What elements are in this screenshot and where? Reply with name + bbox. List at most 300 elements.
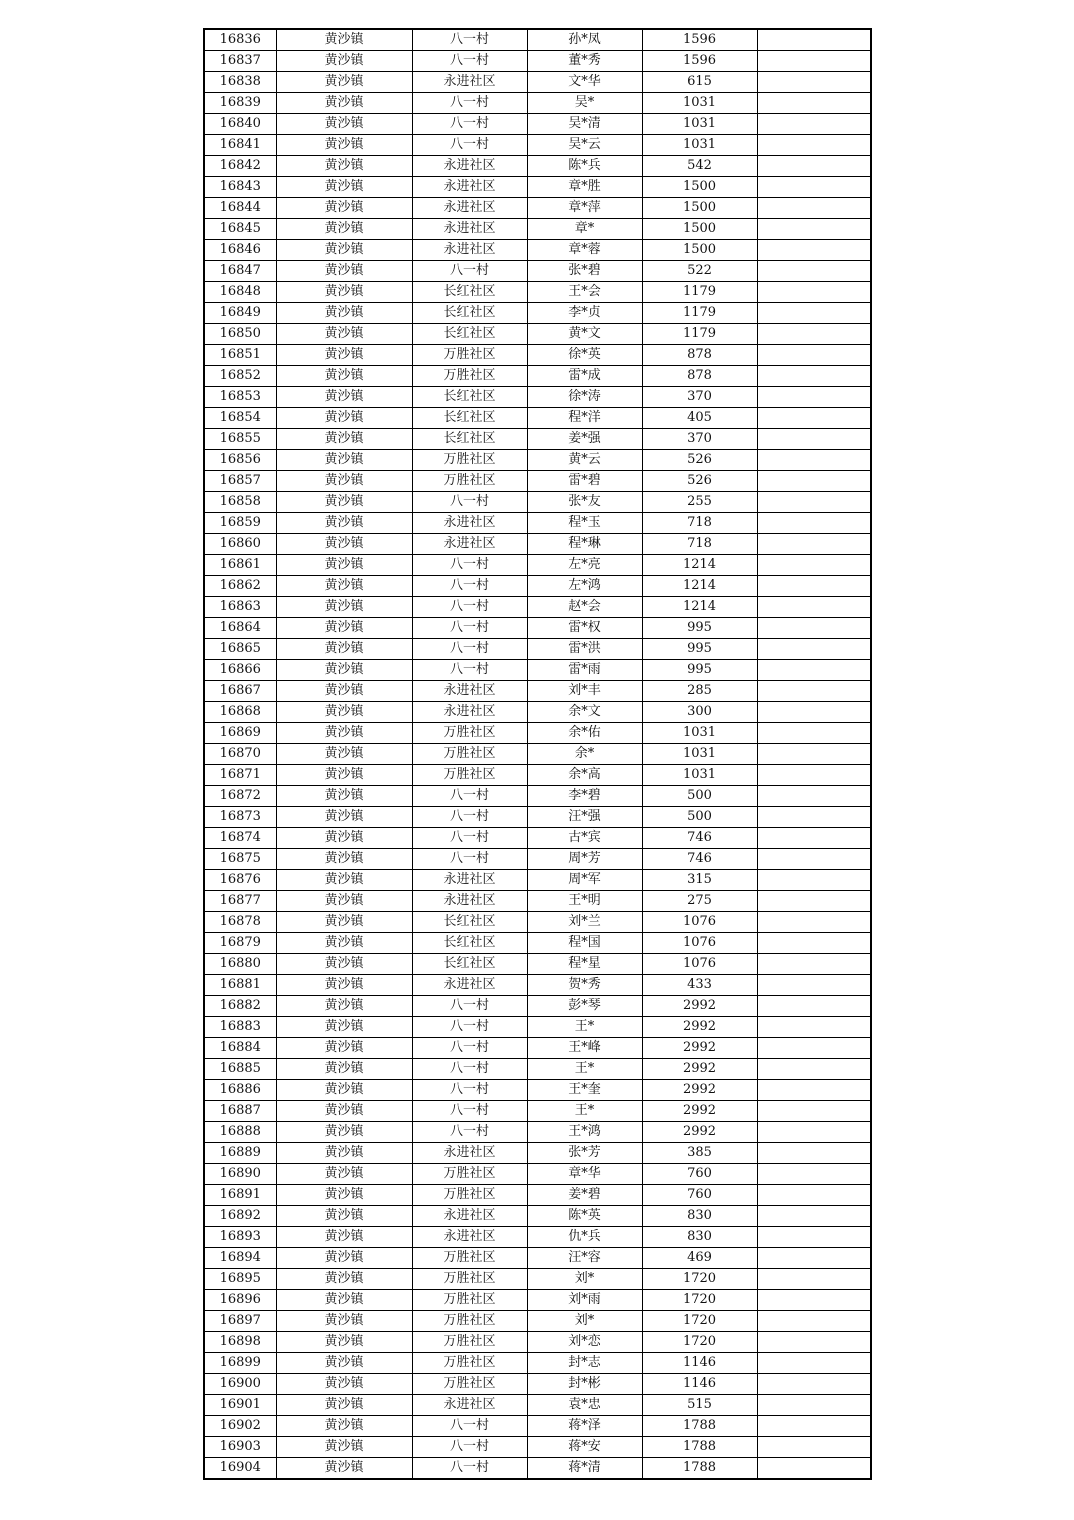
amount-cell: 405 [642, 408, 757, 429]
town-cell: 黄沙镇 [276, 1248, 412, 1269]
serial-number-cell: 16903 [204, 1437, 276, 1458]
amount-cell: 1788 [642, 1458, 757, 1480]
remark-cell [757, 1395, 871, 1416]
remark-cell [757, 597, 871, 618]
name-cell: 黄*云 [527, 450, 642, 471]
name-cell: 仇*兵 [527, 1227, 642, 1248]
amount-cell: 1214 [642, 576, 757, 597]
table-row [204, 93, 871, 114]
amount-cell: 830 [642, 1227, 757, 1248]
table-row [204, 723, 871, 744]
serial-number-cell: 16898 [204, 1332, 276, 1353]
name-cell: 刘*恋 [527, 1332, 642, 1353]
town-cell: 黄沙镇 [276, 513, 412, 534]
remark-cell [757, 618, 871, 639]
amount-cell: 2992 [642, 1080, 757, 1101]
town-cell: 黄沙镇 [276, 345, 412, 366]
amount-cell: 1146 [642, 1374, 757, 1395]
table-row [204, 639, 871, 660]
community-cell: 永进社区 [412, 891, 527, 912]
town-cell: 黄沙镇 [276, 387, 412, 408]
town-cell: 黄沙镇 [276, 282, 412, 303]
town-cell: 黄沙镇 [276, 135, 412, 156]
town-cell: 黄沙镇 [276, 261, 412, 282]
amount-cell: 1214 [642, 555, 757, 576]
table-row [204, 51, 871, 72]
table-row [204, 1164, 871, 1185]
serial-number-cell: 16894 [204, 1248, 276, 1269]
name-cell: 王*奎 [527, 1080, 642, 1101]
remark-cell [757, 1227, 871, 1248]
serial-number-cell: 16839 [204, 93, 276, 114]
remark-cell [757, 534, 871, 555]
remark-cell [757, 576, 871, 597]
serial-number-cell: 16877 [204, 891, 276, 912]
serial-number-cell: 16842 [204, 156, 276, 177]
name-cell: 王* [527, 1101, 642, 1122]
remark-cell [757, 702, 871, 723]
town-cell: 黄沙镇 [276, 1206, 412, 1227]
town-cell: 黄沙镇 [276, 786, 412, 807]
table-body [204, 29, 871, 1479]
serial-number-cell: 16875 [204, 849, 276, 870]
remark-cell [757, 660, 871, 681]
table-row [204, 1080, 871, 1101]
community-cell: 八一村 [412, 1437, 527, 1458]
remark-cell [757, 1101, 871, 1122]
town-cell: 黄沙镇 [276, 828, 412, 849]
remark-cell [757, 1374, 871, 1395]
town-cell: 黄沙镇 [276, 891, 412, 912]
remark-cell [757, 807, 871, 828]
town-cell: 黄沙镇 [276, 954, 412, 975]
amount-cell: 1179 [642, 324, 757, 345]
serial-number-cell: 16901 [204, 1395, 276, 1416]
table-row [204, 618, 871, 639]
serial-number-cell: 16852 [204, 366, 276, 387]
serial-number-cell: 16881 [204, 975, 276, 996]
community-cell: 八一村 [412, 618, 527, 639]
name-cell: 余* [527, 744, 642, 765]
amount-cell: 1214 [642, 597, 757, 618]
amount-cell: 542 [642, 156, 757, 177]
name-cell: 王*峰 [527, 1038, 642, 1059]
amount-cell: 1720 [642, 1332, 757, 1353]
serial-number-cell: 16895 [204, 1269, 276, 1290]
town-cell: 黄沙镇 [276, 744, 412, 765]
remark-cell [757, 1311, 871, 1332]
table-row [204, 303, 871, 324]
serial-number-cell: 16836 [204, 29, 276, 51]
amount-cell: 1179 [642, 303, 757, 324]
remark-cell [757, 849, 871, 870]
remark-cell [757, 1038, 871, 1059]
data-table [203, 28, 872, 1480]
serial-number-cell: 16887 [204, 1101, 276, 1122]
town-cell: 黄沙镇 [276, 1458, 412, 1480]
remark-cell [757, 429, 871, 450]
town-cell: 黄沙镇 [276, 702, 412, 723]
serial-number-cell: 16902 [204, 1416, 276, 1437]
serial-number-cell: 16888 [204, 1122, 276, 1143]
remark-cell [757, 282, 871, 303]
name-cell: 章*蓉 [527, 240, 642, 261]
amount-cell: 1076 [642, 933, 757, 954]
community-cell: 万胜社区 [412, 744, 527, 765]
name-cell: 左*鸿 [527, 576, 642, 597]
town-cell: 黄沙镇 [276, 1416, 412, 1437]
table-row [204, 1185, 871, 1206]
amount-cell: 718 [642, 534, 757, 555]
table-row [204, 1290, 871, 1311]
town-cell: 黄沙镇 [276, 996, 412, 1017]
serial-number-cell: 16849 [204, 303, 276, 324]
amount-cell: 500 [642, 786, 757, 807]
town-cell: 黄沙镇 [276, 366, 412, 387]
community-cell: 永进社区 [412, 198, 527, 219]
amount-cell: 878 [642, 366, 757, 387]
name-cell: 程*星 [527, 954, 642, 975]
town-cell: 黄沙镇 [276, 576, 412, 597]
town-cell: 黄沙镇 [276, 534, 412, 555]
amount-cell: 1720 [642, 1290, 757, 1311]
table-row [204, 156, 871, 177]
town-cell: 黄沙镇 [276, 681, 412, 702]
remark-cell [757, 1353, 871, 1374]
serial-number-cell: 16838 [204, 72, 276, 93]
community-cell: 八一村 [412, 996, 527, 1017]
table-row [204, 282, 871, 303]
amount-cell: 718 [642, 513, 757, 534]
amount-cell: 275 [642, 891, 757, 912]
serial-number-cell: 16904 [204, 1458, 276, 1480]
name-cell: 文*华 [527, 72, 642, 93]
amount-cell: 1031 [642, 723, 757, 744]
town-cell: 黄沙镇 [276, 450, 412, 471]
table-row [204, 135, 871, 156]
town-cell: 黄沙镇 [276, 1164, 412, 1185]
town-cell: 黄沙镇 [276, 723, 412, 744]
remark-cell [757, 492, 871, 513]
amount-cell: 746 [642, 849, 757, 870]
community-cell: 八一村 [412, 1059, 527, 1080]
remark-cell [757, 1290, 871, 1311]
remark-cell [757, 1017, 871, 1038]
name-cell: 余*高 [527, 765, 642, 786]
remark-cell [757, 408, 871, 429]
town-cell: 黄沙镇 [276, 93, 412, 114]
name-cell: 陈*英 [527, 1206, 642, 1227]
town-cell: 黄沙镇 [276, 1227, 412, 1248]
community-cell: 八一村 [412, 849, 527, 870]
amount-cell: 255 [642, 492, 757, 513]
remark-cell [757, 1332, 871, 1353]
remark-cell [757, 261, 871, 282]
amount-cell: 1031 [642, 114, 757, 135]
table-row [204, 996, 871, 1017]
town-cell: 黄沙镇 [276, 1290, 412, 1311]
amount-cell: 746 [642, 828, 757, 849]
amount-cell: 526 [642, 450, 757, 471]
name-cell: 章*华 [527, 1164, 642, 1185]
serial-number-cell: 16858 [204, 492, 276, 513]
amount-cell: 1596 [642, 29, 757, 51]
remark-cell [757, 681, 871, 702]
amount-cell: 2992 [642, 996, 757, 1017]
remark-cell [757, 1164, 871, 1185]
table-row [204, 660, 871, 681]
name-cell: 贺*秀 [527, 975, 642, 996]
community-cell: 万胜社区 [412, 366, 527, 387]
community-cell: 八一村 [412, 1101, 527, 1122]
table-row [204, 1122, 871, 1143]
amount-cell: 370 [642, 387, 757, 408]
table-row [204, 576, 871, 597]
amount-cell: 1500 [642, 240, 757, 261]
remark-cell [757, 1458, 871, 1480]
community-cell: 八一村 [412, 597, 527, 618]
town-cell: 黄沙镇 [276, 660, 412, 681]
serial-number-cell: 16837 [204, 51, 276, 72]
community-cell: 万胜社区 [412, 450, 527, 471]
serial-number-cell: 16899 [204, 1353, 276, 1374]
name-cell: 刘*兰 [527, 912, 642, 933]
name-cell: 封*志 [527, 1353, 642, 1374]
table-row [204, 1227, 871, 1248]
name-cell: 徐*英 [527, 345, 642, 366]
name-cell: 刘* [527, 1269, 642, 1290]
name-cell: 雷*洪 [527, 639, 642, 660]
amount-cell: 1500 [642, 198, 757, 219]
table-row [204, 1416, 871, 1437]
amount-cell: 1720 [642, 1311, 757, 1332]
table-row [204, 933, 871, 954]
town-cell: 黄沙镇 [276, 219, 412, 240]
town-cell: 黄沙镇 [276, 639, 412, 660]
community-cell: 永进社区 [412, 177, 527, 198]
amount-cell: 1720 [642, 1269, 757, 1290]
community-cell: 八一村 [412, 786, 527, 807]
name-cell: 蒋*安 [527, 1437, 642, 1458]
serial-number-cell: 16891 [204, 1185, 276, 1206]
town-cell: 黄沙镇 [276, 870, 412, 891]
community-cell: 永进社区 [412, 870, 527, 891]
name-cell: 程*玉 [527, 513, 642, 534]
town-cell: 黄沙镇 [276, 597, 412, 618]
community-cell: 八一村 [412, 114, 527, 135]
amount-cell: 300 [642, 702, 757, 723]
serial-number-cell: 16865 [204, 639, 276, 660]
community-cell: 八一村 [412, 660, 527, 681]
remark-cell [757, 1248, 871, 1269]
town-cell: 黄沙镇 [276, 156, 412, 177]
community-cell: 八一村 [412, 135, 527, 156]
serial-number-cell: 16874 [204, 828, 276, 849]
name-cell: 左*亮 [527, 555, 642, 576]
serial-number-cell: 16870 [204, 744, 276, 765]
remark-cell [757, 933, 871, 954]
serial-number-cell: 16850 [204, 324, 276, 345]
serial-number-cell: 16885 [204, 1059, 276, 1080]
town-cell: 黄沙镇 [276, 618, 412, 639]
remark-cell [757, 723, 871, 744]
serial-number-cell: 16879 [204, 933, 276, 954]
town-cell: 黄沙镇 [276, 765, 412, 786]
table-row [204, 261, 871, 282]
name-cell: 章*萍 [527, 198, 642, 219]
community-cell: 永进社区 [412, 513, 527, 534]
community-cell: 永进社区 [412, 1206, 527, 1227]
town-cell: 黄沙镇 [276, 975, 412, 996]
town-cell: 黄沙镇 [276, 1185, 412, 1206]
community-cell: 八一村 [412, 639, 527, 660]
community-cell: 万胜社区 [412, 1353, 527, 1374]
table-row [204, 366, 871, 387]
town-cell: 黄沙镇 [276, 1017, 412, 1038]
remark-cell [757, 219, 871, 240]
community-cell: 万胜社区 [412, 1269, 527, 1290]
name-cell: 程*洋 [527, 408, 642, 429]
remark-cell [757, 1185, 871, 1206]
table-row [204, 807, 871, 828]
name-cell: 雷*碧 [527, 471, 642, 492]
table-row [204, 744, 871, 765]
serial-number-cell: 16847 [204, 261, 276, 282]
town-cell: 黄沙镇 [276, 198, 412, 219]
name-cell: 周*芳 [527, 849, 642, 870]
amount-cell: 469 [642, 1248, 757, 1269]
remark-cell [757, 513, 871, 534]
table-row [204, 1332, 871, 1353]
remark-cell [757, 1206, 871, 1227]
name-cell: 王* [527, 1017, 642, 1038]
amount-cell: 995 [642, 618, 757, 639]
community-cell: 万胜社区 [412, 1332, 527, 1353]
remark-cell [757, 345, 871, 366]
serial-number-cell: 16856 [204, 450, 276, 471]
town-cell: 黄沙镇 [276, 1122, 412, 1143]
table-row [204, 954, 871, 975]
remark-cell [757, 870, 871, 891]
serial-number-cell: 16844 [204, 198, 276, 219]
community-cell: 八一村 [412, 1416, 527, 1437]
remark-cell [757, 366, 871, 387]
community-cell: 永进社区 [412, 975, 527, 996]
name-cell: 姜*碧 [527, 1185, 642, 1206]
name-cell: 彭*琴 [527, 996, 642, 1017]
name-cell: 雷*权 [527, 618, 642, 639]
amount-cell: 315 [642, 870, 757, 891]
community-cell: 永进社区 [412, 72, 527, 93]
table-row [204, 471, 871, 492]
table-row [204, 1017, 871, 1038]
community-cell: 八一村 [412, 828, 527, 849]
remark-cell [757, 198, 871, 219]
table-row [204, 345, 871, 366]
name-cell: 古*宾 [527, 828, 642, 849]
town-cell: 黄沙镇 [276, 555, 412, 576]
name-cell: 吴* [527, 93, 642, 114]
name-cell: 刘*雨 [527, 1290, 642, 1311]
remark-cell [757, 954, 871, 975]
remark-cell [757, 93, 871, 114]
amount-cell: 878 [642, 345, 757, 366]
table-row [204, 198, 871, 219]
community-cell: 永进社区 [412, 1143, 527, 1164]
community-cell: 万胜社区 [412, 345, 527, 366]
amount-cell: 995 [642, 660, 757, 681]
serial-number-cell: 16863 [204, 597, 276, 618]
serial-number-cell: 16857 [204, 471, 276, 492]
table-row [204, 1311, 871, 1332]
name-cell: 程*国 [527, 933, 642, 954]
community-cell: 长红社区 [412, 387, 527, 408]
name-cell: 张*芳 [527, 1143, 642, 1164]
town-cell: 黄沙镇 [276, 429, 412, 450]
name-cell: 余*佑 [527, 723, 642, 744]
amount-cell: 1031 [642, 744, 757, 765]
table-row [204, 702, 871, 723]
amount-cell: 2992 [642, 1017, 757, 1038]
serial-number-cell: 16860 [204, 534, 276, 555]
table-row [204, 597, 871, 618]
table-row [204, 1059, 871, 1080]
community-cell: 八一村 [412, 1458, 527, 1480]
community-cell: 八一村 [412, 576, 527, 597]
serial-number-cell: 16854 [204, 408, 276, 429]
name-cell: 刘* [527, 1311, 642, 1332]
name-cell: 张*友 [527, 492, 642, 513]
community-cell: 八一村 [412, 1017, 527, 1038]
name-cell: 余*文 [527, 702, 642, 723]
town-cell: 黄沙镇 [276, 1437, 412, 1458]
amount-cell: 1146 [642, 1353, 757, 1374]
table-row [204, 555, 871, 576]
amount-cell: 615 [642, 72, 757, 93]
amount-cell: 1596 [642, 51, 757, 72]
town-cell: 黄沙镇 [276, 471, 412, 492]
name-cell: 章*胜 [527, 177, 642, 198]
name-cell: 张*碧 [527, 261, 642, 282]
community-cell: 永进社区 [412, 219, 527, 240]
name-cell: 汪*强 [527, 807, 642, 828]
remark-cell [757, 1437, 871, 1458]
serial-number-cell: 16900 [204, 1374, 276, 1395]
name-cell: 袁*忠 [527, 1395, 642, 1416]
amount-cell: 1179 [642, 282, 757, 303]
amount-cell: 2992 [642, 1038, 757, 1059]
serial-number-cell: 16846 [204, 240, 276, 261]
remark-cell [757, 471, 871, 492]
community-cell: 八一村 [412, 29, 527, 51]
community-cell: 八一村 [412, 1122, 527, 1143]
serial-number-cell: 16861 [204, 555, 276, 576]
serial-number-cell: 16841 [204, 135, 276, 156]
remark-cell [757, 240, 871, 261]
name-cell: 王* [527, 1059, 642, 1080]
amount-cell: 1788 [642, 1416, 757, 1437]
remark-cell [757, 1122, 871, 1143]
serial-number-cell: 16866 [204, 660, 276, 681]
community-cell: 万胜社区 [412, 1290, 527, 1311]
name-cell: 孙*凤 [527, 29, 642, 51]
table-row [204, 387, 871, 408]
amount-cell: 385 [642, 1143, 757, 1164]
table-row [204, 1374, 871, 1395]
table-row [204, 29, 871, 51]
table-row [204, 765, 871, 786]
town-cell: 黄沙镇 [276, 1038, 412, 1059]
